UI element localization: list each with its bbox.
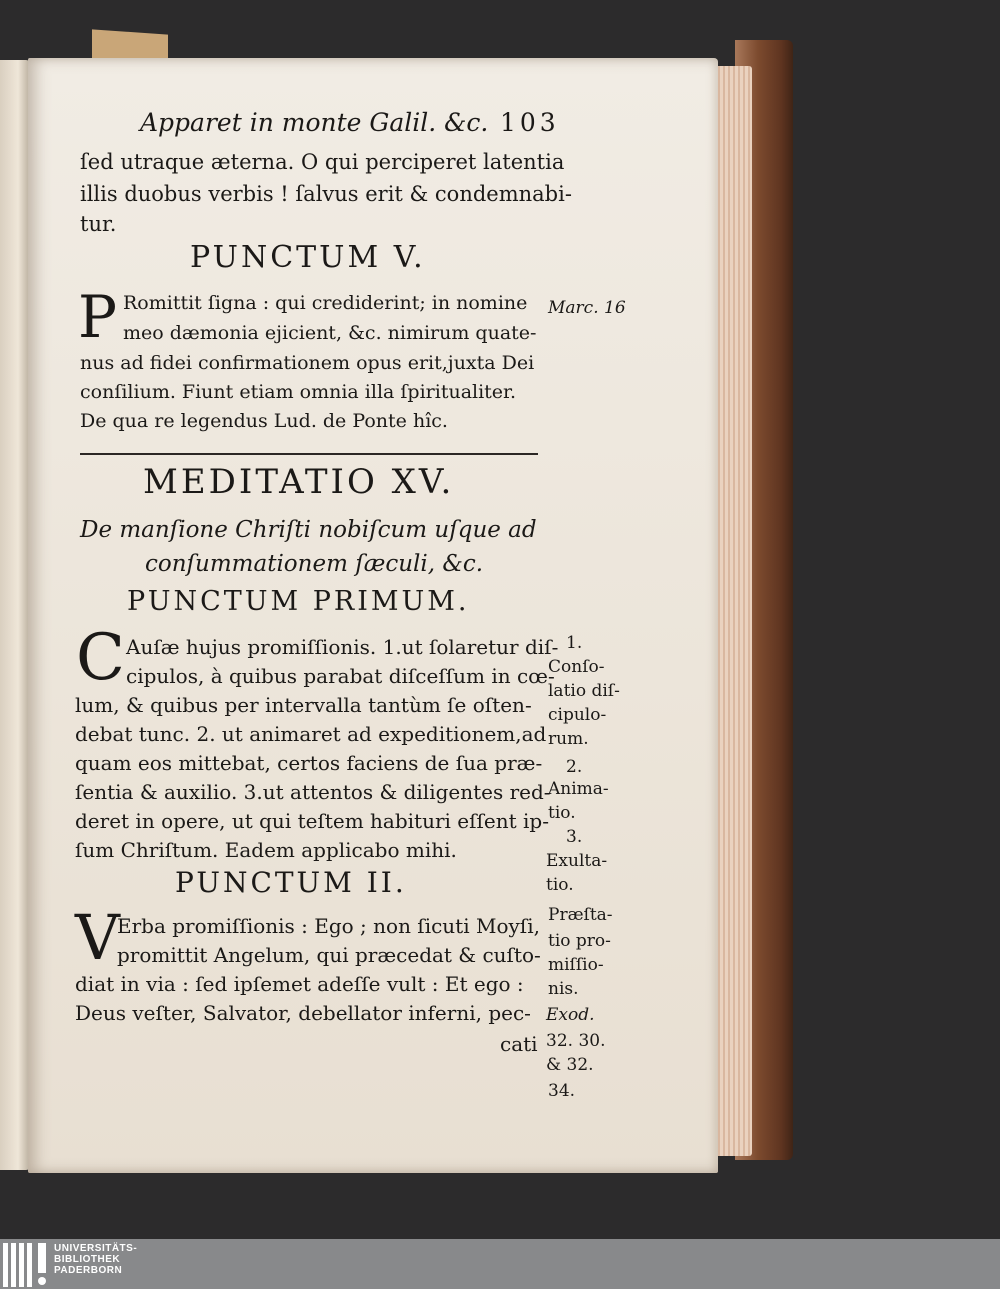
margin-note: tio. bbox=[546, 875, 574, 895]
margin-note: Anima- bbox=[548, 779, 609, 799]
margin-note: latio diſ- bbox=[548, 681, 620, 701]
library-logo-text: BIBLIOTHEK bbox=[54, 1254, 121, 1265]
meditatio-subtitle: De manſione Chriſti nobiſcum uſque ad bbox=[80, 517, 537, 543]
margin-note: & 32. bbox=[546, 1055, 594, 1075]
text-line: lum, & quibus per intervalla tantùm ſe oſten- bbox=[75, 693, 532, 717]
text-line: Auſæ hujus promiſſionis. 1.ut ſolaretur diſ- bbox=[126, 635, 559, 659]
text-line: tur. bbox=[80, 212, 117, 236]
margin-note: Præſta- bbox=[548, 905, 613, 925]
drop-initial: V bbox=[75, 901, 120, 974]
section-heading: PUNCTUM II. bbox=[175, 866, 407, 899]
text-line: cipulos, à quibus parabat diſceſſum in cœ- bbox=[126, 664, 555, 688]
text-line: ſentia & auxilio. 3.ut attentos & diligentes red- bbox=[75, 780, 551, 804]
library-logo-icon bbox=[0, 1243, 52, 1287]
drop-initial: C bbox=[76, 621, 125, 695]
text-line: diat in via : ſed ipſemet adeſſe vult : Et ego : bbox=[75, 972, 524, 996]
text-line: ſed utraque æterna. O qui perciperet latentia bbox=[80, 150, 565, 174]
margin-note: cipulo- bbox=[548, 705, 607, 725]
text-line: meo dæmonia ejicient, &c. nimirum quate- bbox=[123, 322, 537, 344]
text-line: Romittit ſigna : qui crediderint; in nomine bbox=[123, 292, 528, 314]
text-line: debat tunc. 2. ut animaret ad expeditionem,ad bbox=[75, 722, 547, 746]
margin-note: miſſio- bbox=[548, 955, 604, 975]
page-number: 103 bbox=[500, 108, 560, 137]
text-line: De qua re legendus Lud. de Ponte hîc. bbox=[80, 410, 448, 432]
margin-note: 3. bbox=[566, 827, 583, 847]
margin-note: 1. bbox=[566, 633, 583, 653]
section-heading: PUNCTUM PRIMUM. bbox=[127, 586, 470, 617]
margin-note: nis. bbox=[548, 979, 579, 999]
margin-note: Conſo- bbox=[548, 657, 605, 677]
drop-initial: P bbox=[78, 283, 118, 351]
text-line: ſum Chriſtum. Eadem applicabo mihi. bbox=[75, 838, 457, 862]
margin-note: Marc. 16 bbox=[548, 298, 626, 318]
margin-note: 2. bbox=[566, 757, 583, 777]
left-page-edge bbox=[0, 60, 30, 1170]
text-line: Deus veſter, Salvator, debellator inferni, pec- bbox=[75, 1001, 531, 1025]
text-line: quam eos mittebat, certos faciens de ſua præ- bbox=[75, 751, 543, 775]
text-line: promittit Angelum, qui præcedat & cuſto- bbox=[117, 943, 541, 967]
margin-note: tio pro- bbox=[548, 931, 611, 951]
margin-note: Exulta- bbox=[546, 851, 608, 871]
text-line: illis duobus verbis ! ſalvus erit & condemnabi- bbox=[80, 182, 572, 206]
text-line: Erba promiſſionis : Ego ; non ſicuti Moyſi, bbox=[117, 914, 540, 938]
text-line: deret in opere, ut qui teſtem habituri eſſent ip- bbox=[75, 809, 549, 833]
section-divider bbox=[80, 453, 538, 455]
library-logo-text: PADERBORN bbox=[54, 1265, 123, 1276]
margin-note: rum. bbox=[548, 729, 589, 749]
margin-note: Exod. bbox=[546, 1005, 595, 1025]
text-line: conſilium. Fiunt etiam omnia illa ſpiritualiter. bbox=[80, 381, 517, 403]
margin-note: 32. 30. bbox=[546, 1031, 606, 1051]
library-footer bbox=[0, 1239, 1000, 1289]
running-head: Apparet in monte Galil. &c. bbox=[140, 108, 489, 137]
margin-note: tio. bbox=[548, 803, 576, 823]
section-heading: PUNCTUM V. bbox=[190, 240, 426, 275]
meditatio-heading: MEDITATIO XV. bbox=[143, 462, 455, 502]
margin-note: 34. bbox=[548, 1081, 576, 1101]
library-logo-text: UNIVERSITÄTS- bbox=[54, 1243, 138, 1254]
text-line: nus ad fidei confirmationem opus erit,juxta Dei bbox=[80, 352, 535, 374]
catchword: cati bbox=[500, 1032, 538, 1056]
meditatio-subtitle: conſummationem ſæculi, &c. bbox=[145, 551, 484, 577]
